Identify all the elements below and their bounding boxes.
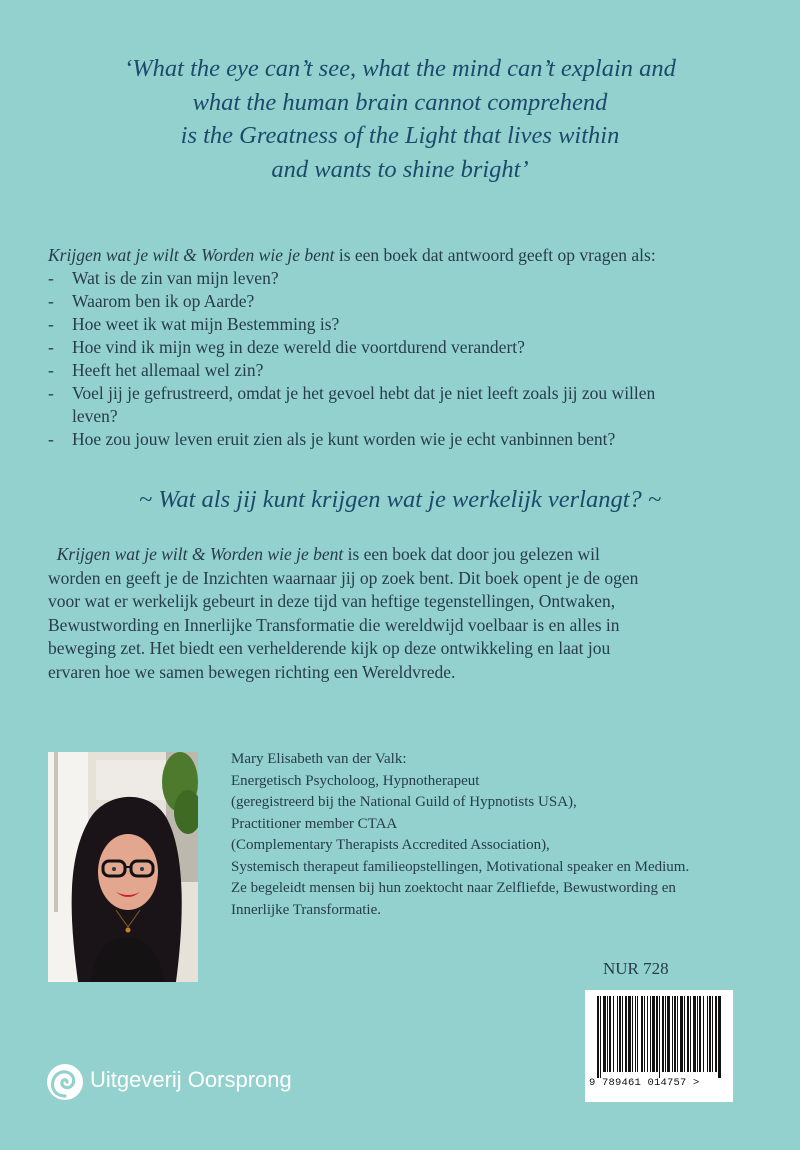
barcode-bar	[600, 996, 601, 1078]
barcode-bar	[699, 996, 701, 1072]
barcode-bar	[607, 996, 608, 1072]
barcode-bar	[613, 996, 614, 1072]
barcode-bar	[597, 996, 599, 1078]
barcode-bar	[652, 996, 655, 1072]
quote-line: what the human brain cannot comprehend	[192, 88, 608, 116]
barcode-bar	[693, 996, 696, 1072]
dash-bullet: -	[48, 268, 54, 288]
description-text: is een boek dat door jou gelezen wil	[343, 544, 600, 564]
barcode-bar	[647, 996, 648, 1072]
dash-bullet: -	[48, 383, 54, 403]
author-bio	[231, 749, 771, 921]
question-text: Voel jij je gefrustreerd, omdat je het gevoel hebt dat je niet leeft zoals jij zou willen leven?	[72, 383, 656, 426]
list-item	[48, 336, 768, 359]
description-line: Bewustwording en Innerlijke Transformatie die wereldwijd voelbaar is en alles in	[48, 614, 620, 635]
barcode-bar	[656, 996, 658, 1072]
barcode-bar	[687, 996, 689, 1072]
barcode-bar	[684, 996, 685, 1072]
dash-bullet: -	[48, 429, 54, 449]
barcode-bars	[585, 990, 733, 1080]
dash-bullet: -	[48, 314, 54, 334]
author-portrait-illustration	[48, 752, 198, 982]
publisher-name: Uitgeverij Oorsprong	[90, 1067, 292, 1092]
barcode-bar	[637, 996, 638, 1072]
question-text: Hoe weet ik wat mijn Bestemming is?	[72, 314, 340, 334]
barcode-bar	[667, 996, 670, 1072]
question-text: Hoe vind ik mijn weg in deze wereld die voortdurend verandert?	[72, 337, 525, 357]
question-text: Wat is de zin van mijn leven?	[72, 268, 279, 288]
isbn-barcode	[585, 990, 733, 1102]
barcode-bar	[619, 996, 621, 1072]
intro-section	[48, 244, 768, 451]
barcode-bar	[715, 996, 717, 1072]
barcode-bar	[632, 996, 633, 1072]
barcode-bar	[644, 996, 645, 1072]
description-line: worden en geeft je de Inzichten waarnaar jij op zoek bent. Dit boek opent je de ogen	[48, 567, 639, 588]
intro-lead	[48, 244, 768, 267]
book-title: Krijgen wat je wilt & Worden wie je bent	[48, 245, 335, 265]
barcode-bar	[712, 996, 713, 1072]
list-item	[48, 267, 768, 290]
opening-quote	[0, 52, 800, 186]
list-item	[48, 428, 768, 451]
barcode-bar	[674, 996, 676, 1072]
dash-bullet: -	[48, 291, 54, 311]
spiral-logo-icon	[46, 1062, 84, 1102]
question-list	[48, 267, 768, 451]
barcode-bar	[635, 996, 636, 1072]
barcode-bar	[677, 996, 678, 1072]
bio-line: Practitioner member CTAA	[231, 815, 398, 832]
description-line: beweging zet. Het biedt een verhelderende kijk op deze ontwikkeling en laat jou	[48, 638, 611, 658]
quote-line: and wants to shine bright’	[271, 155, 529, 183]
barcode-bar	[617, 996, 618, 1072]
barcode-bar	[690, 996, 691, 1072]
barcode-bar	[659, 996, 660, 1078]
author-photo	[48, 752, 198, 982]
bio-line: Mary Elisabeth van der Valk:	[231, 751, 407, 767]
barcode-bar	[665, 996, 666, 1072]
list-item	[48, 382, 662, 428]
barcode-bar	[697, 996, 698, 1072]
barcode-bar	[707, 996, 708, 1072]
description-paragraph	[48, 543, 768, 684]
bio-line: Energetisch Psycholoog, Hypnotherapeut	[231, 772, 480, 789]
description-line	[48, 543, 768, 567]
barcode-bar	[709, 996, 711, 1072]
list-item	[48, 313, 768, 336]
barcode-bar	[718, 996, 721, 1078]
description-line: voor wat er werkelijk gebeurt in deze tijd van heftige tegenstellingen, Ontwaken,	[48, 591, 616, 611]
bio-line: Ze begeleidt mensen bij hun zoektocht naar Zelfliefde, Bewustwording en	[231, 880, 676, 896]
bio-line: Systemisch therapeut familieopstellingen, Motivational speaker en Medium.	[231, 858, 690, 875]
bio-line: (Complementary Therapists Accredited Association),	[231, 837, 550, 853]
nur-code: NUR 728	[603, 959, 669, 978]
dash-bullet: -	[48, 360, 54, 380]
list-item	[48, 290, 768, 313]
bio-line: Innerlijke Transformatie.	[231, 901, 381, 918]
barcode-bar	[703, 996, 704, 1072]
list-item	[48, 359, 768, 382]
intro-lead-text: is een boek dat antwoord geeft op vragen als:	[334, 245, 656, 265]
barcode-bar	[622, 996, 623, 1072]
dash-bullet: -	[48, 337, 54, 357]
barcode-bar	[641, 996, 643, 1072]
barcode-bar	[680, 996, 683, 1072]
bio-line: (geregistreerd bij the National Guild of Hypnotists USA),	[231, 794, 577, 810]
barcode-bar	[662, 996, 664, 1072]
question-text: Heeft het allemaal wel zin?	[72, 360, 264, 380]
question-text: Waarom ben ik op Aarde?	[72, 291, 255, 311]
highlight-question: ~ Wat als jij kunt krijgen wat je werkelijk verlangt? ~	[138, 486, 662, 513]
quote-line: ‘What the eye can’t see, what the mind can’t explain and	[124, 55, 676, 82]
barcode-bar	[650, 996, 651, 1072]
question-text: Hoe zou jouw leven eruit zien als je kunt worden wie je echt vanbinnen bent?	[72, 429, 616, 449]
description-line: ervaren hoe we samen bewegen richting een Wereldvrede.	[48, 661, 456, 682]
barcode-bar	[603, 996, 606, 1072]
barcode-bar	[609, 996, 611, 1072]
barcode-bar	[672, 996, 673, 1072]
isbn-number: 9 789461 014757 >	[589, 1077, 700, 1089]
book-title: Krijgen wat je wilt & Worden wie je bent	[56, 544, 344, 564]
barcode-bar	[628, 996, 631, 1072]
quote-line: is the Greatness of the Light that lives within	[180, 122, 620, 149]
barcode-bar	[625, 996, 627, 1072]
